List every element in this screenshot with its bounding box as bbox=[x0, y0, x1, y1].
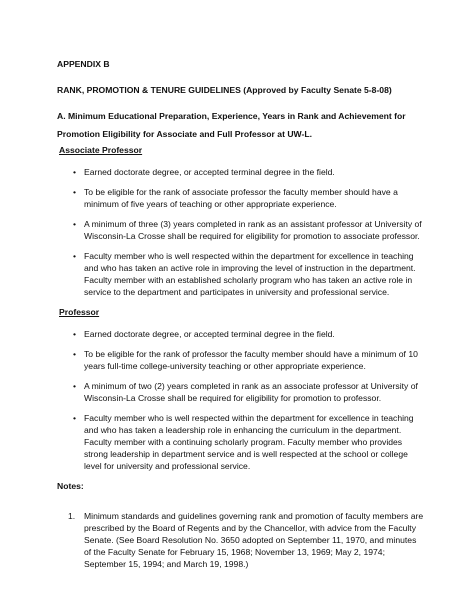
list-item-text: A minimum of two (2) years completed in rank as an associate professor at University of Wisconsin-La Crosse shall be required for eligibility for promotion to professor. bbox=[84, 381, 418, 403]
bullet-icon: • bbox=[73, 381, 77, 391]
list-item-text: Earned doctorate degree, or accepted terminal degree in the field. bbox=[84, 167, 335, 177]
list-item bbox=[57, 250, 424, 298]
bullet-icon: • bbox=[73, 329, 77, 339]
list-item-text: To be eligible for the rank of professor the faculty member should have a minimum of 10 years full-time college-university teaching or other appropriate experience. bbox=[84, 349, 418, 371]
notes-heading: Notes: bbox=[57, 481, 84, 491]
bullet-icon: • bbox=[73, 349, 77, 359]
note-text: Minimum standards and guidelines governing rank and promotion of faculty members are prescribed by the Board of Regents and by the Chancellor, with advice from the Faculty Senate. (See Board Resolution No. 3650 adopted on September 11, 1970, and minutes of the Faculty Senate for February 15, 1968; November 13, 1969; May 2, 1974; September 15, 1994; and March 19, 1998.) bbox=[84, 511, 424, 569]
bullet-icon: • bbox=[73, 187, 77, 197]
section-a-title-line2: Promotion Eligibility for Associate and Full Professor at UW-L. bbox=[57, 129, 312, 139]
professor-heading: Professor bbox=[59, 307, 100, 317]
notes-list bbox=[57, 510, 424, 570]
note-number: 1. bbox=[68, 511, 76, 521]
appendix-title: APPENDIX B bbox=[57, 59, 110, 69]
associate-professor-heading: Associate Professor bbox=[59, 145, 143, 155]
list-item bbox=[57, 218, 424, 242]
section-a-title-line1: A. Minimum Educational Preparation, Experience, Years in Rank and Achievement for bbox=[57, 111, 406, 121]
list-item-text: Faculty member who is well respected within the department for excellence in teaching and who has taken an active role in improving the level of instruction in the department. Faculty member with an established scholarly program who has taken an active role in service to the department and participates in university and professional service. bbox=[84, 251, 416, 297]
list-item bbox=[57, 510, 424, 570]
list-item-text: Earned doctorate degree, or accepted terminal degree in the field. bbox=[84, 329, 335, 339]
bullet-icon: • bbox=[73, 167, 77, 177]
list-item-text: Faculty member who is well respected within the department for excellence in teaching and who has taken a leadership role in enhancing the curriculum in the department. Faculty member with a continuing scholarly program. Faculty member who provides strong leadership in department service and is well respected at the school or college level for university and professional service. bbox=[84, 413, 414, 471]
list-item-text: A minimum of three (3) years completed in rank as an assistant professor at University of Wisconsin-La Crosse shall be required for eligibility for promotion to associate professor. bbox=[84, 219, 422, 241]
associate-criteria-list bbox=[57, 166, 424, 298]
list-item bbox=[57, 166, 424, 178]
list-item bbox=[57, 412, 424, 472]
bullet-icon: • bbox=[73, 219, 77, 229]
professor-criteria-list bbox=[57, 328, 424, 472]
list-item bbox=[57, 348, 424, 372]
list-item bbox=[57, 380, 424, 404]
guidelines-title: RANK, PROMOTION & TENURE GUIDELINES (Approved by Faculty Senate 5-8-08) bbox=[57, 85, 392, 95]
list-item bbox=[57, 186, 424, 210]
bullet-icon: • bbox=[73, 251, 77, 261]
list-item-text: To be eligible for the rank of associate professor the faculty member should have a minimum of five years of teaching or other appropriate experience. bbox=[84, 187, 398, 209]
bullet-icon: • bbox=[73, 413, 77, 423]
list-item bbox=[57, 328, 424, 340]
